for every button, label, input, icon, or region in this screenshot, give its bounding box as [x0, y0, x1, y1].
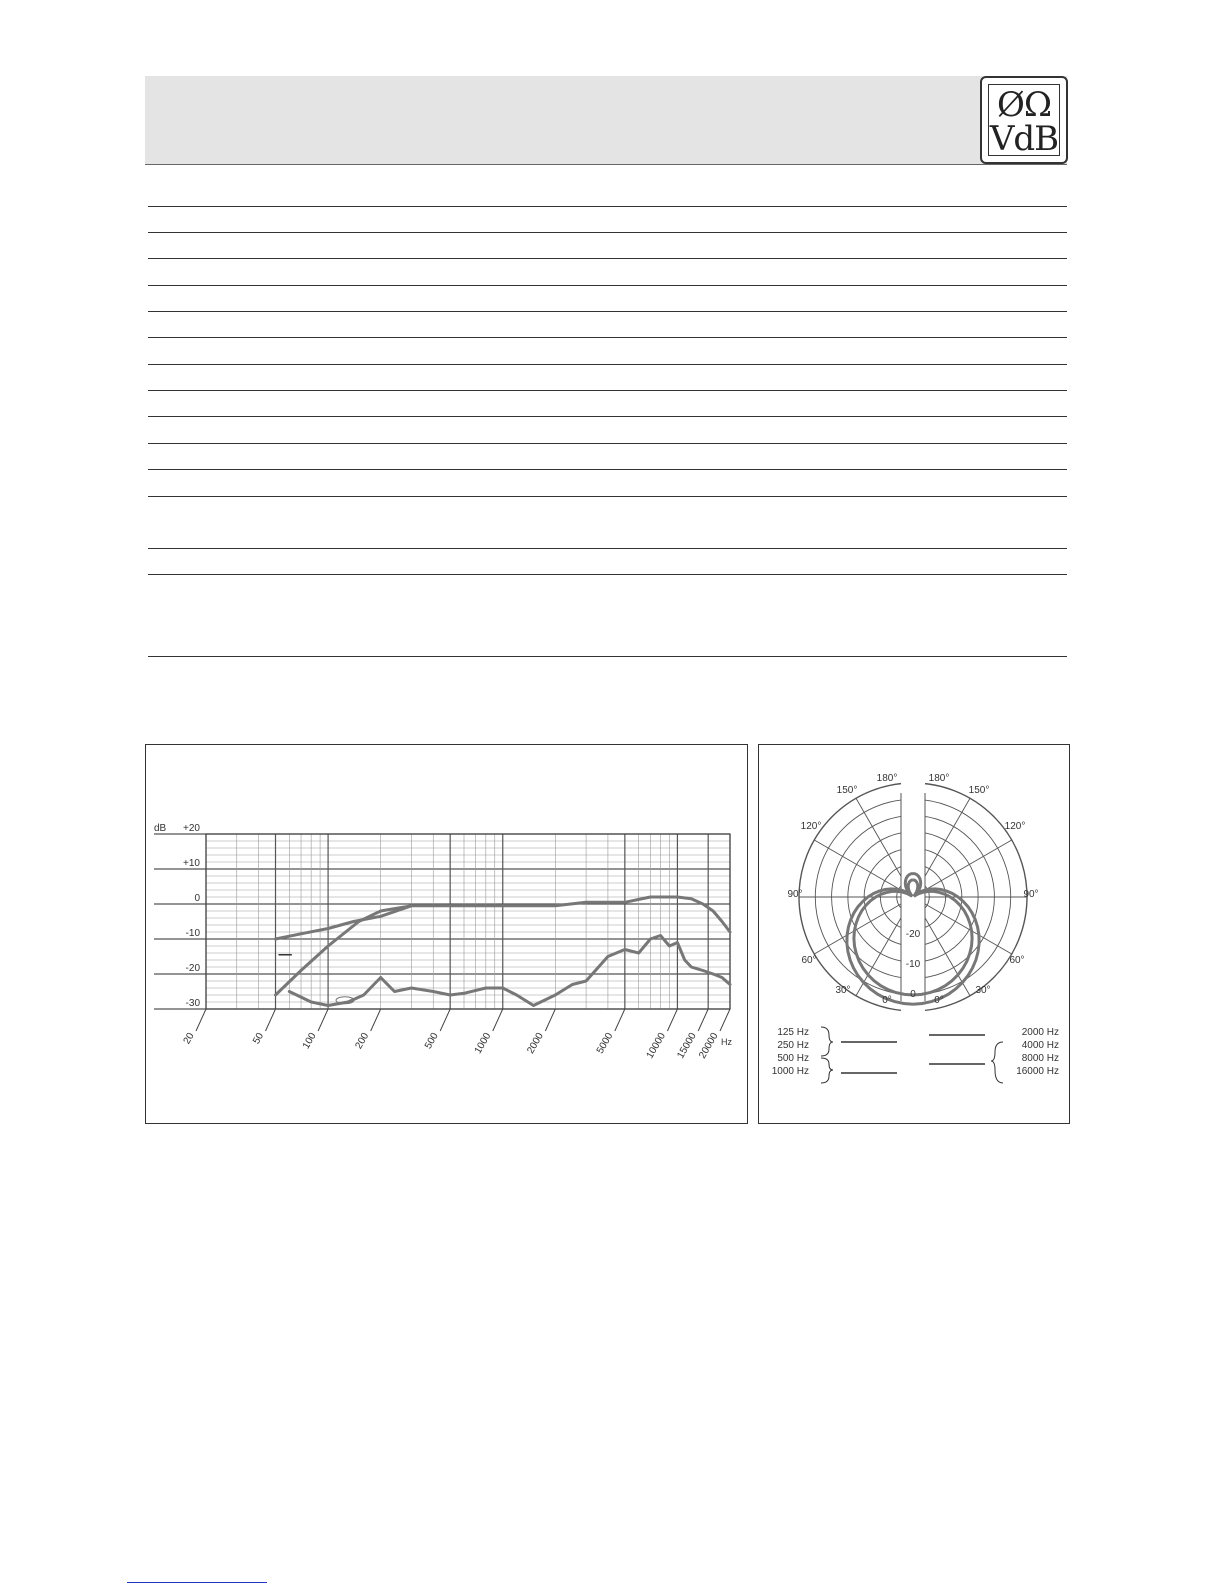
spec-row-divider: [148, 443, 1067, 444]
response-curve-2: [276, 906, 412, 995]
spec-row-divider: [148, 337, 1067, 338]
spec-row-divider: [148, 496, 1067, 497]
frequency-response-chart: [146, 745, 746, 1122]
y-tick-label: -10: [185, 928, 200, 939]
x-tick-label: 200: [353, 1031, 372, 1051]
x-tick-leader: [318, 1009, 328, 1031]
brand-logo-frame: [988, 84, 1060, 159]
angle-label-left: 30°: [835, 985, 851, 996]
brand-logo: [980, 76, 1068, 164]
plot-frame: [206, 834, 730, 1009]
x-tick-leader: [615, 1009, 625, 1031]
x-tick-label: 50: [251, 1031, 267, 1047]
x-tick-label: 10000: [644, 1031, 669, 1061]
footer-link-underline[interactable]: [127, 1582, 267, 1583]
angle-label-left: 180°: [876, 773, 898, 784]
polar-center-gap: [901, 775, 925, 1019]
y-tick-label: -30: [185, 998, 200, 1009]
polar-pattern-panel: [758, 744, 1070, 1124]
radial-db-label: -10: [905, 959, 921, 970]
spec-row-divider: [148, 311, 1067, 312]
x-tick-label: 100: [300, 1031, 319, 1051]
x-tick-label: 15000: [675, 1031, 699, 1061]
x-tick-leader: [545, 1009, 555, 1031]
polar-spoke: [913, 897, 1012, 954]
legend-brace: [991, 1042, 1003, 1083]
x-tick-label: 2000: [525, 1031, 546, 1056]
spec-row-divider: [148, 206, 1067, 207]
legend-brace: [821, 1058, 833, 1083]
angle-label-left: 0°: [882, 995, 892, 1006]
spec-row-divider: [148, 574, 1067, 575]
angle-label-right: 30°: [975, 985, 991, 996]
spec-row-divider: [148, 416, 1067, 417]
spec-row-divider: [148, 548, 1067, 549]
legend-right-label: 4000 Hz: [1021, 1040, 1059, 1051]
angle-label-left: 90°: [787, 889, 803, 900]
angle-label-right: 150°: [968, 785, 990, 796]
spec-row-divider: [148, 390, 1067, 391]
legend-left-label: 500 Hz: [777, 1053, 809, 1064]
x-tick-label: 20: [181, 1031, 197, 1047]
x-tick-label: 5000: [594, 1031, 616, 1056]
spec-row-divider: [148, 258, 1067, 259]
spec-row-divider: [148, 364, 1067, 365]
header-band: [145, 76, 1067, 165]
angle-label-right: 60°: [1009, 955, 1025, 966]
spec-row-divider: [148, 656, 1067, 657]
legend-left-label: 125 Hz: [777, 1027, 809, 1038]
angle-label-right: 0°: [934, 995, 944, 1006]
y-tick-label: 0: [194, 893, 200, 904]
x-axis-label: Hz: [721, 1037, 732, 1047]
legend-right-label: 8000 Hz: [1021, 1053, 1059, 1064]
x-tick-leader: [698, 1009, 708, 1031]
legend-brace: [821, 1027, 833, 1056]
brand-logo-line2: VdB: [989, 119, 1059, 159]
legend-right-label: 2000 Hz: [1021, 1027, 1059, 1038]
y-tick-label: -20: [185, 963, 200, 974]
y-tick-label: +20: [183, 823, 200, 834]
x-tick-leader: [371, 1009, 381, 1031]
frequency-response-panel: [145, 744, 748, 1124]
polar-pattern-chart: [759, 745, 1068, 1122]
angle-label-right: 180°: [928, 773, 950, 784]
x-tick-leader: [266, 1009, 276, 1031]
radial-db-label: -20: [905, 929, 921, 940]
x-tick-leader: [440, 1009, 450, 1031]
radial-db-label: 0: [910, 989, 916, 1000]
spec-row-divider: [148, 285, 1067, 286]
angle-label-left: 150°: [836, 785, 858, 796]
x-tick-leader: [720, 1009, 730, 1031]
y-tick-label: +10: [183, 858, 200, 869]
legend-right-label: 16000 Hz: [1016, 1066, 1059, 1077]
spec-row-divider: [148, 469, 1067, 470]
x-tick-label: 500: [422, 1031, 441, 1051]
angle-label-left: 120°: [800, 821, 822, 832]
angle-label-right: 90°: [1023, 889, 1039, 900]
legend-left-label: 250 Hz: [777, 1040, 809, 1051]
brand-logo-line1: ØΩ: [996, 85, 1052, 125]
x-tick-label: 1000: [472, 1031, 494, 1056]
angle-label-right: 120°: [1004, 821, 1026, 832]
spec-row-divider: [148, 232, 1067, 233]
x-tick-leader: [196, 1009, 206, 1031]
x-tick-leader: [493, 1009, 503, 1031]
polar-spoke: [814, 897, 913, 954]
angle-label-left: 60°: [801, 955, 817, 966]
x-tick-leader: [667, 1009, 677, 1031]
y-axis-label: dB: [154, 823, 167, 834]
x-tick-label: 20000: [697, 1031, 721, 1061]
legend-left-label: 1000 Hz: [771, 1066, 809, 1077]
